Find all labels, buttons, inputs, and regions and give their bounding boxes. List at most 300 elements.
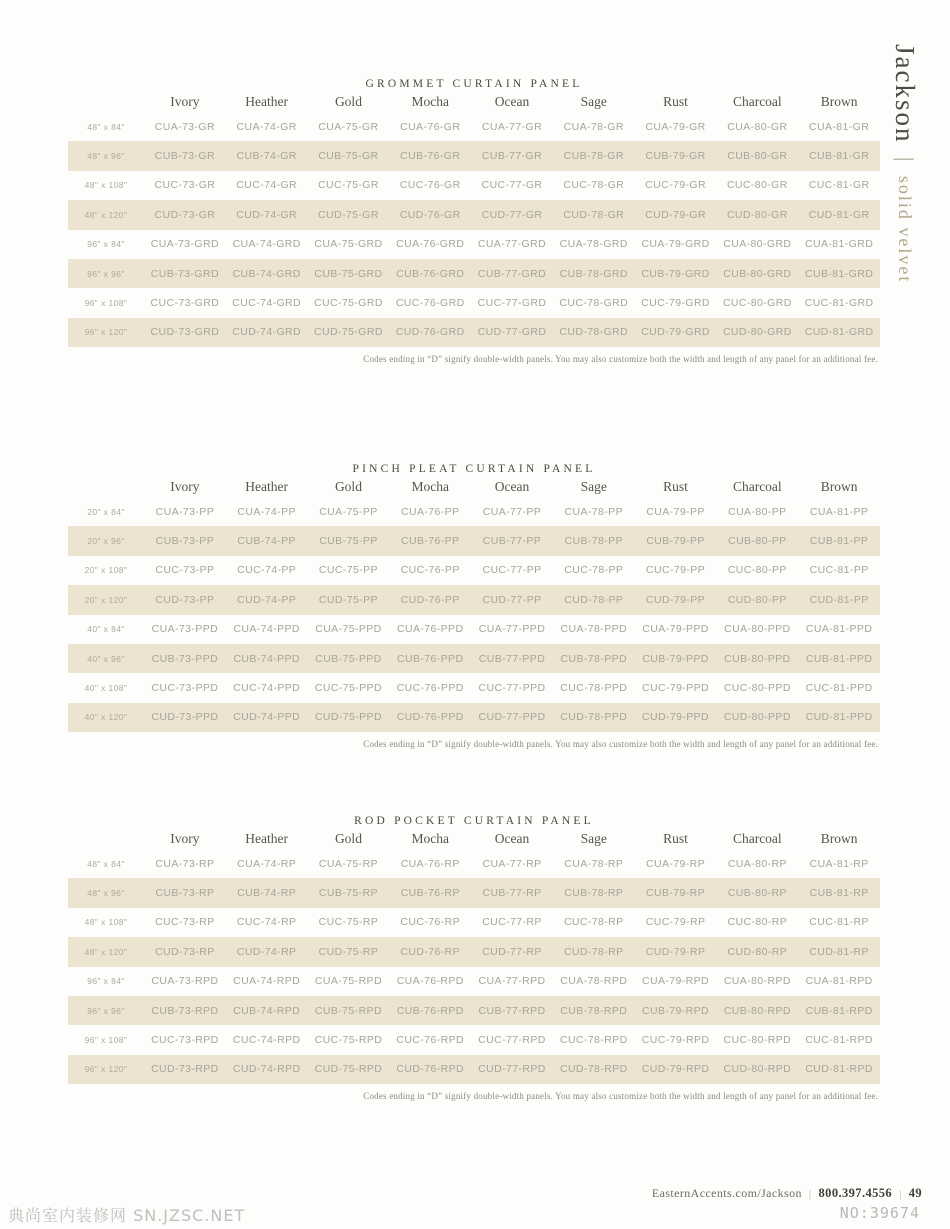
table-row xyxy=(68,497,880,526)
sku-cell: CUD-81-PPD xyxy=(805,711,873,724)
sku-cell: CUC-79-GR xyxy=(645,179,706,192)
sku-cell: CUC-80-RPD xyxy=(723,1034,792,1047)
sku-cell: CUC-79-PPD xyxy=(642,682,710,695)
sku-cell: CUC-75-PP xyxy=(318,564,378,577)
sku-cell: CUA-81-GR xyxy=(809,120,870,133)
sku-cell: CUC-77-PP xyxy=(482,564,542,577)
sku-cell: CUD-77-PP xyxy=(482,593,542,606)
sku-cell: CUA-74-PP xyxy=(237,505,296,518)
sku-cell: CUC-79-RP xyxy=(645,916,706,929)
sku-cell: CUB-75-PP xyxy=(319,535,378,548)
sku-cell: CUB-76-GRD xyxy=(396,267,465,280)
sku-cell: CUC-76-RP xyxy=(400,916,461,929)
column-header: Ocean xyxy=(494,831,530,846)
sku-cell: CUA-79-GR xyxy=(645,120,706,133)
column-header: Heather xyxy=(245,94,289,109)
sku-cell: CUD-81-RP xyxy=(809,945,869,958)
sku-cell: CUA-80-GR xyxy=(727,120,788,133)
sku-cell: CUA-76-RP xyxy=(400,857,460,870)
sku-cell: CUD-80-RP xyxy=(727,945,788,958)
sku-cell: CUC-80-RP xyxy=(727,916,788,929)
sku-cell: CUB-78-PP xyxy=(564,535,623,548)
table-footnote: Codes ending in “D” signify double-width panels. You may also customize both the width and length of any panel for an additional fee. xyxy=(363,1091,878,1102)
sku-cell: CUB-76-GR xyxy=(400,150,461,163)
sku-cell: CUD-78-GRD xyxy=(559,326,629,339)
sku-cell: CUB-79-RPD xyxy=(642,1004,710,1017)
sku-cell: CUD-76-RPD xyxy=(396,1063,465,1076)
table-row xyxy=(68,878,880,907)
sku-cell: CUB-79-GRD xyxy=(641,267,710,280)
sku-cell: CUD-81-GR xyxy=(808,208,870,221)
row-size-label: 20" x 108" xyxy=(84,565,128,576)
column-header: Brown xyxy=(820,831,858,846)
sku-cell: CUD-74-PP xyxy=(237,593,297,606)
sku-cell: CUD-73-RP xyxy=(155,945,215,958)
sku-cell: CUD-75-RPD xyxy=(314,1063,383,1076)
sku-cell: CUA-78-RP xyxy=(564,857,624,870)
column-header: Mocha xyxy=(411,831,449,846)
sku-cell: CUA-81-PPD xyxy=(805,623,873,636)
sku-cell: CUB-73-PP xyxy=(155,535,215,548)
table-row xyxy=(68,1055,880,1084)
sku-cell: CUD-74-GRD xyxy=(232,326,302,339)
sku-cell: CUB-80-GRD xyxy=(723,267,792,280)
sidebar-separator: | xyxy=(893,157,918,162)
table-row xyxy=(68,673,880,702)
row-size-label: 96" x 84" xyxy=(87,976,125,987)
sku-cell: CUC-79-GRD xyxy=(641,297,710,310)
table-title: PINCH PLEAT CURTAIN PANEL xyxy=(352,463,596,475)
row-size-label: 40" x 84" xyxy=(87,624,125,635)
sku-cell: CUD-80-GR xyxy=(726,208,788,221)
brand-name: Jackson xyxy=(890,44,920,144)
sku-cell: CUC-80-PP xyxy=(727,564,787,577)
sku-cell: CUA-73-RP xyxy=(155,857,215,870)
sku-cell: CUC-81-RPD xyxy=(805,1034,873,1047)
table-row xyxy=(68,556,880,585)
row-size-label: 48" x 96" xyxy=(87,151,125,162)
sku-cell: CUB-77-PPD xyxy=(478,652,546,665)
row-size-label: 48" x 108" xyxy=(84,917,128,928)
sku-cell: CUB-78-RPD xyxy=(560,1004,628,1017)
sku-cell: CUB-79-RP xyxy=(646,887,706,900)
table-row xyxy=(68,200,880,229)
sku-cell: CUA-79-PPD xyxy=(642,623,709,636)
sku-cell: CUA-76-GR xyxy=(400,120,461,133)
sku-cell: CUA-75-RPD xyxy=(314,975,382,988)
table-row xyxy=(68,112,880,141)
sku-cell: CUB-80-PPD xyxy=(724,652,791,665)
sku-cell: CUD-78-PP xyxy=(564,593,624,606)
page-footer xyxy=(652,1186,922,1201)
sku-cell: CUC-78-GR xyxy=(563,179,625,192)
sku-cell: CUD-80-RPD xyxy=(723,1063,792,1076)
sku-cell: CUD-78-RPD xyxy=(559,1063,628,1076)
row-size-label: 40" x 96" xyxy=(87,653,125,664)
pinch-pleat-curtain-panel-table xyxy=(68,461,880,750)
sku-cell: CUC-80-PPD xyxy=(723,682,791,695)
sku-cell: CUA-75-RP xyxy=(318,857,378,870)
table-title: GROMMET CURTAIN PANEL xyxy=(365,78,583,90)
sku-cell: CUB-78-GRD xyxy=(559,267,628,280)
column-header: Charcoal xyxy=(732,479,782,494)
row-size-label: 20" x 96" xyxy=(87,536,125,547)
table-title: ROD POCKET CURTAIN PANEL xyxy=(354,815,594,827)
sku-cell: CUD-79-PPD xyxy=(642,711,710,724)
sku-cell: CUD-74-RP xyxy=(236,945,297,958)
sku-cell: CUB-73-RP xyxy=(155,887,215,900)
sku-cell: CUD-73-GR xyxy=(154,208,216,221)
sku-cell: CUC-81-RP xyxy=(809,916,869,929)
sku-cell: CUD-75-GRD xyxy=(314,326,383,339)
table-row xyxy=(68,318,880,347)
sku-cell: CUA-73-PP xyxy=(155,505,215,518)
column-header: Gold xyxy=(334,479,362,494)
sku-cell: CUA-77-RP xyxy=(482,857,542,870)
sku-cell: CUA-78-PP xyxy=(564,505,623,518)
sku-cell: CUA-77-RPD xyxy=(478,975,546,988)
sku-cell: CUB-73-GR xyxy=(154,150,215,163)
sku-cell: CUA-81-GRD xyxy=(805,238,874,251)
column-header: Sage xyxy=(580,479,607,494)
page-number: 49 xyxy=(908,1186,922,1200)
sku-cell: CUB-79-PP xyxy=(646,535,705,548)
column-header: Gold xyxy=(334,831,362,846)
sku-cell: CUC-81-PPD xyxy=(805,682,873,695)
sku-cell: CUA-75-GR xyxy=(318,120,379,133)
sku-cell: CUD-76-RP xyxy=(400,945,461,958)
row-size-label: 48" x 108" xyxy=(84,180,128,191)
sku-cell: CUC-81-PP xyxy=(809,564,869,577)
sku-cell: CUA-79-RP xyxy=(646,857,706,870)
sku-cell: CUC-74-RPD xyxy=(232,1034,301,1047)
sku-cell: CUC-77-GR xyxy=(481,179,543,192)
table-row xyxy=(68,703,880,732)
sku-cell: CUA-73-RPD xyxy=(151,975,219,988)
sku-cell: CUD-79-RPD xyxy=(641,1063,710,1076)
sku-cell: CUB-80-GR xyxy=(727,150,788,163)
watermark-id-number: NO:39674 xyxy=(839,1204,920,1222)
row-size-label: 48" x 84" xyxy=(87,858,125,869)
watermark-site-name: 典尚室内装修网 SN.JZSC.NET xyxy=(8,1206,246,1225)
sku-cell: CUD-78-GR xyxy=(563,208,625,221)
sku-cell: CUA-77-GR xyxy=(481,120,543,133)
sku-cell: CUD-77-RPD xyxy=(478,1063,546,1076)
column-header: Sage xyxy=(580,831,607,846)
collection-name: solid velvet xyxy=(895,175,915,284)
column-header: Heather xyxy=(245,831,289,846)
sku-cell: CUA-81-RPD xyxy=(805,975,873,988)
sku-cell: CUD-81-GRD xyxy=(804,326,874,339)
row-size-label: 96" x 84" xyxy=(87,239,125,250)
sku-cell: CUD-80-PP xyxy=(727,593,787,606)
sku-cell: CUD-77-PPD xyxy=(478,711,546,724)
sku-cell: CUB-78-RP xyxy=(564,887,624,900)
sku-cell: CUA-74-RPD xyxy=(233,975,301,988)
sku-cell: CUA-79-PP xyxy=(646,505,705,518)
table-row xyxy=(68,908,880,937)
sku-cell: CUC-77-PPD xyxy=(478,682,546,695)
sku-cell: CUD-81-PP xyxy=(809,593,869,606)
sku-cell: CUA-76-PPD xyxy=(397,623,464,636)
sku-cell: CUA-78-GRD xyxy=(559,238,628,251)
column-header: Ivory xyxy=(170,479,200,494)
sku-cell: CUB-74-RPD xyxy=(233,1004,301,1017)
sku-cell: CUB-77-RPD xyxy=(478,1004,546,1017)
sku-cell: CUB-81-GR xyxy=(809,150,870,163)
sku-cell: CUA-74-GRD xyxy=(232,238,301,251)
sku-cell: CUB-81-PP xyxy=(809,535,869,548)
sku-cell: CUA-78-PPD xyxy=(560,623,627,636)
sku-cell: CUB-81-RPD xyxy=(805,1004,873,1017)
row-size-label: 96" x 108" xyxy=(84,1035,128,1046)
column-header: Mocha xyxy=(411,94,449,109)
sku-cell: CUA-79-RPD xyxy=(642,975,710,988)
sku-cell: CUD-74-PPD xyxy=(233,711,301,724)
rod-pocket-curtain-panel-table xyxy=(68,813,880,1102)
table-row xyxy=(68,585,880,614)
sku-cell: CUB-77-GR xyxy=(481,150,543,163)
sku-cell: CUC-80-GRD xyxy=(722,297,792,310)
sku-cell: CUD-79-PP xyxy=(646,593,706,606)
sku-cell: CUA-79-GRD xyxy=(641,238,710,251)
table-row xyxy=(68,849,880,878)
table-row xyxy=(68,996,880,1025)
sku-cell: CUC-78-PP xyxy=(564,564,624,577)
column-header: Brown xyxy=(820,479,858,494)
table-row xyxy=(68,259,880,288)
sku-cell: CUB-74-GR xyxy=(236,150,297,163)
table-row xyxy=(68,615,880,644)
column-header: Gold xyxy=(334,94,362,109)
sku-cell: CUB-77-RP xyxy=(482,887,542,900)
sku-cell: CUB-80-PP xyxy=(728,535,787,548)
table-row xyxy=(68,967,880,996)
row-size-label: 48" x 84" xyxy=(87,121,125,132)
sku-cell: CUD-75-RP xyxy=(318,945,379,958)
sku-cell: CUB-75-RPD xyxy=(314,1004,382,1017)
sku-cell: CUD-79-GRD xyxy=(641,326,710,339)
row-size-label: 20" x 84" xyxy=(87,506,125,517)
sku-cell: CUB-74-RP xyxy=(237,887,297,900)
column-header: Rust xyxy=(663,94,688,109)
column-header: Rust xyxy=(663,831,688,846)
sku-cell: CUD-75-GR xyxy=(318,208,379,221)
sku-cell: CUB-74-PP xyxy=(237,535,296,548)
sku-cell: CUB-74-GRD xyxy=(232,267,301,280)
sku-cell: CUC-80-GR xyxy=(726,179,788,192)
sku-cell: CUB-78-PPD xyxy=(560,652,627,665)
sku-cell: CUD-78-PPD xyxy=(560,711,628,724)
sku-cell: CUC-81-GRD xyxy=(804,297,874,310)
sku-cell: CUD-73-RPD xyxy=(151,1063,219,1076)
sku-cell: CUD-81-RPD xyxy=(805,1063,873,1076)
sku-cell: CUC-73-GR xyxy=(154,179,216,192)
sku-cell: CUC-79-PP xyxy=(646,564,706,577)
sku-cell: CUC-78-GRD xyxy=(559,297,629,310)
sku-cell: CUB-75-GRD xyxy=(314,267,383,280)
sku-cell: CUB-76-RP xyxy=(400,887,460,900)
footer-website: EasternAccents.com/Jackson xyxy=(651,1186,802,1200)
sku-cell: CUB-81-RP xyxy=(809,887,869,900)
sku-cell: CUC-74-RP xyxy=(236,916,297,929)
sku-cell: CUB-77-GRD xyxy=(477,267,547,280)
sku-cell: CUC-77-GRD xyxy=(477,297,547,310)
sku-cell: CUC-76-PP xyxy=(400,564,460,577)
sku-cell: CUD-73-PP xyxy=(155,593,215,606)
sku-cell: CUB-76-RPD xyxy=(396,1004,464,1017)
column-header: Ivory xyxy=(170,94,200,109)
sku-cell: CUA-75-PP xyxy=(319,505,378,518)
sku-cell: CUC-75-GRD xyxy=(314,297,383,310)
sku-cell: CUA-80-RPD xyxy=(723,975,791,988)
sku-cell: CUD-76-PP xyxy=(400,593,460,606)
sku-cell: CUC-78-PPD xyxy=(560,682,628,695)
table-row xyxy=(68,526,880,555)
column-header: Rust xyxy=(663,479,688,494)
column-header: Ocean xyxy=(494,94,530,109)
sku-cell: CUB-73-PPD xyxy=(151,652,219,665)
sku-cell: CUD-76-GRD xyxy=(395,326,465,339)
sku-cell: CUC-78-RPD xyxy=(559,1034,628,1047)
column-header: Heather xyxy=(245,479,289,494)
column-header: Ivory xyxy=(170,831,200,846)
sku-cell: CUA-74-PPD xyxy=(233,623,300,636)
sku-cell: CUA-74-RP xyxy=(237,857,297,870)
table-row xyxy=(68,288,880,317)
sku-cell: CUA-77-PP xyxy=(482,505,542,518)
row-size-label: 96" x 96" xyxy=(87,1005,125,1016)
sku-cell: CUD-73-GRD xyxy=(150,326,220,339)
sku-cell: CUD-79-GR xyxy=(645,208,706,221)
sku-cell: CUA-80-RP xyxy=(727,857,787,870)
table-grid xyxy=(68,829,880,1084)
sku-cell: CUA-81-RP xyxy=(809,857,869,870)
sku-cell: CUA-74-GR xyxy=(236,120,297,133)
sku-cell: CUD-78-RP xyxy=(563,945,624,958)
sku-cell: CUC-76-PPD xyxy=(396,682,464,695)
sku-cell: CUB-75-RP xyxy=(318,887,378,900)
sku-cell: CUB-77-PP xyxy=(482,535,542,548)
sku-cell: CUB-78-GR xyxy=(563,150,624,163)
sku-cell: CUB-75-GR xyxy=(318,150,379,163)
sku-cell: CUA-78-GR xyxy=(563,120,624,133)
sku-cell: CUC-78-RP xyxy=(563,916,624,929)
row-size-label: 20" x 120" xyxy=(84,594,128,605)
sku-cell: CUC-81-GR xyxy=(808,179,870,192)
sku-cell: CUA-78-RPD xyxy=(560,975,628,988)
row-size-label: 48" x 120" xyxy=(84,946,128,957)
table-footnote: Codes ending in “D” signify double-width panels. You may also customize both the width and length of any panel for an additional fee. xyxy=(363,354,878,365)
sku-cell: CUC-75-RPD xyxy=(314,1034,383,1047)
sku-cell: CUD-74-RPD xyxy=(232,1063,301,1076)
row-size-label: 96" x 96" xyxy=(87,268,125,279)
sku-cell: CUA-73-GRD xyxy=(150,238,219,251)
table-row xyxy=(68,230,880,259)
sku-cell: CUC-73-PP xyxy=(155,564,215,577)
sku-cell: CUC-74-PPD xyxy=(233,682,301,695)
row-size-label: 96" x 120" xyxy=(84,327,128,338)
sku-cell: CUB-81-GRD xyxy=(805,267,874,280)
sku-cell: CUA-81-PP xyxy=(809,505,869,518)
table-row xyxy=(68,171,880,200)
sku-cell: CUA-73-PPD xyxy=(151,623,219,636)
sku-cell: CUD-75-PP xyxy=(318,593,378,606)
sku-cell: CUC-73-PPD xyxy=(151,682,219,695)
sidebar-collection-label xyxy=(888,44,922,283)
sku-cell: CUC-74-GRD xyxy=(232,297,302,310)
sku-cell: CUA-80-PPD xyxy=(724,623,791,636)
row-size-label: 48" x 96" xyxy=(87,888,125,899)
sku-cell: CUC-77-RP xyxy=(482,916,542,929)
column-header-row xyxy=(68,477,880,497)
sku-cell: CUA-77-PPD xyxy=(478,623,546,636)
column-header: Ocean xyxy=(494,479,530,494)
column-header: Charcoal xyxy=(732,831,782,846)
row-size-label: 96" x 108" xyxy=(84,298,128,309)
sku-cell: CUC-76-GRD xyxy=(395,297,465,310)
sku-cell: CUB-75-PPD xyxy=(315,652,382,665)
sku-cell: CUA-80-GRD xyxy=(723,238,792,251)
footer-separator: | xyxy=(899,1188,902,1200)
column-header: Charcoal xyxy=(732,94,782,109)
sku-cell: CUC-74-PP xyxy=(237,564,297,577)
table-grid xyxy=(68,477,880,732)
column-header-row xyxy=(68,92,880,112)
sku-cell: CUB-73-RPD xyxy=(151,1004,219,1017)
row-size-label: 96" x 120" xyxy=(84,1064,128,1075)
table-grid xyxy=(68,92,880,347)
sku-cell: CUC-75-GR xyxy=(318,179,379,192)
sku-cell: CUB-80-RPD xyxy=(723,1004,791,1017)
sku-cell: CUC-73-GRD xyxy=(150,297,220,310)
sku-cell: CUC-75-PPD xyxy=(314,682,382,695)
table-row xyxy=(68,937,880,966)
sku-cell: CUA-76-PP xyxy=(400,505,460,518)
sku-cell: CUC-73-RP xyxy=(155,916,215,929)
sku-cell: CUB-79-GR xyxy=(645,150,706,163)
sku-cell: CUA-77-GRD xyxy=(477,238,547,251)
sku-cell: CUC-75-RP xyxy=(318,916,379,929)
sku-cell: CUC-74-GR xyxy=(236,179,298,192)
footer-phone: 800.397.4556 xyxy=(818,1186,893,1200)
sku-cell: CUD-79-RP xyxy=(645,945,706,958)
column-header-row xyxy=(68,829,880,849)
sku-cell: CUB-73-GRD xyxy=(150,267,219,280)
sku-cell: CUC-73-RPD xyxy=(151,1034,219,1047)
sku-cell: CUA-80-PP xyxy=(728,505,787,518)
sku-cell: CUD-75-PPD xyxy=(314,711,382,724)
sku-cell: CUB-79-PPD xyxy=(642,652,709,665)
sku-cell: CUC-76-GR xyxy=(399,179,461,192)
sku-cell: CUD-80-GRD xyxy=(722,326,792,339)
grommet-curtain-panel-table xyxy=(68,76,880,365)
sku-cell: CUA-73-GR xyxy=(154,120,215,133)
column-header: Sage xyxy=(580,94,607,109)
sku-cell: CUD-74-GR xyxy=(236,208,298,221)
table-row xyxy=(68,1025,880,1054)
sku-cell: CUD-76-GR xyxy=(399,208,461,221)
sku-cell: CUC-76-RPD xyxy=(396,1034,465,1047)
row-size-label: 40" x 120" xyxy=(84,712,128,723)
footer-separator: | xyxy=(808,1188,812,1200)
sku-cell: CUC-77-RPD xyxy=(478,1034,546,1047)
column-header: Mocha xyxy=(411,479,449,494)
sku-cell: CUA-75-PPD xyxy=(315,623,382,636)
sku-cell: CUB-80-RP xyxy=(727,887,787,900)
table-row xyxy=(68,141,880,170)
sku-cell: CUD-76-PPD xyxy=(396,711,464,724)
